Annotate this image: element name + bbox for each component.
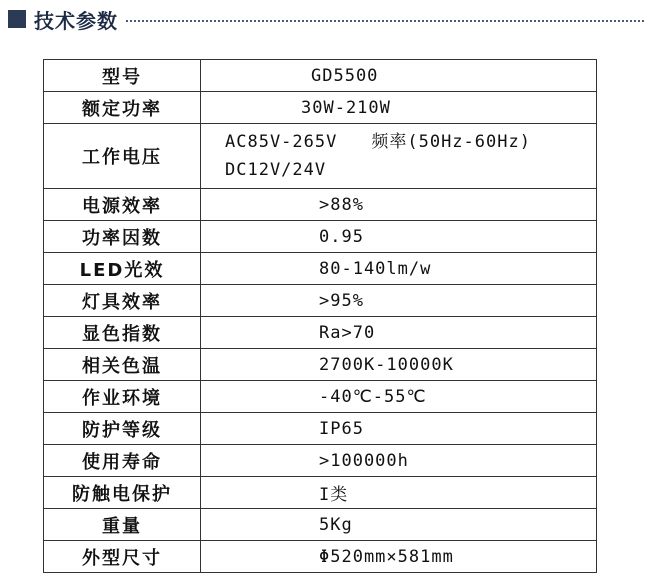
spec-value-lifespan <box>201 445 597 477</box>
spec-value-cct <box>201 349 597 381</box>
spec-value-dimensions <box>201 541 597 573</box>
model-value: GD5500 <box>311 65 379 86</box>
spec-table <box>43 59 597 573</box>
spec-label-power-factor: 功率因数 <box>44 221 201 253</box>
spec-value-fixture-efficiency <box>201 285 597 317</box>
spec-label-weight: 重量 <box>44 509 201 541</box>
table-row <box>44 124 597 189</box>
spec-value-rated-power <box>201 92 597 124</box>
table-row <box>44 285 597 317</box>
table-row <box>44 60 597 92</box>
cri-value: Ra>70 <box>319 322 376 343</box>
spec-label-cri: 显色指数 <box>44 317 201 349</box>
spec-value-led-efficacy <box>201 253 597 285</box>
fixture-efficiency-value: >95% <box>319 290 364 311</box>
table-row <box>44 477 597 509</box>
voltage-ac: AC85V-265V <box>225 132 338 152</box>
spec-value-shock-protection <box>201 477 597 509</box>
shock-protection-value: I类 <box>319 485 349 505</box>
psu-efficiency-value: >88% <box>319 194 364 215</box>
spec-value-power-factor <box>201 221 597 253</box>
rated-power-value: 30W-210W <box>301 97 391 118</box>
table-row <box>44 189 597 221</box>
lifespan-value: >100000h <box>319 450 409 471</box>
spec-label-fixture-efficiency: 灯具效率 <box>44 285 201 317</box>
operating-env-value: -40℃-55℃ <box>319 386 427 407</box>
spec-value-ip-rating <box>201 413 597 445</box>
weight-value: 5Kg <box>319 514 353 535</box>
spec-value-cri <box>201 317 597 349</box>
section-title: 技术参数 <box>34 8 118 33</box>
voltage-line-1 <box>203 128 596 156</box>
dotted-divider <box>126 20 644 22</box>
voltage-line-2: DC12V/24V <box>225 160 327 180</box>
ip-rating-value: IP65 <box>319 418 364 439</box>
cct-value: 2700K-10000K <box>319 354 454 375</box>
spec-label-cct: 相关色温 <box>44 349 201 381</box>
table-row <box>44 381 597 413</box>
table-row <box>44 445 597 477</box>
spec-value-psu-efficiency <box>201 189 597 221</box>
spec-label-model: 型号 <box>44 60 201 92</box>
table-row <box>44 541 597 573</box>
spec-value-voltage <box>201 124 597 189</box>
section-header <box>8 6 644 32</box>
table-row <box>44 317 597 349</box>
spec-label-lifespan: 使用寿命 <box>44 445 201 477</box>
spec-value-operating-env <box>201 381 597 413</box>
table-row <box>44 253 597 285</box>
table-row <box>44 509 597 541</box>
spec-label-psu-efficiency: 电源效率 <box>44 189 201 221</box>
voltage-frequency: 频率(50Hz-60Hz) <box>371 132 531 152</box>
table-row <box>44 92 597 124</box>
dimensions-value: Φ520mm×581mm <box>319 546 454 567</box>
power-factor-value: 0.95 <box>319 226 364 247</box>
spec-label-led-efficacy: LED光效 <box>44 253 201 285</box>
square-bullet-icon <box>8 10 26 28</box>
spec-value-model <box>201 60 597 92</box>
table-row <box>44 221 597 253</box>
spec-label-operating-env: 作业环境 <box>44 381 201 413</box>
led-efficacy-value: 80-140lm/w <box>319 258 432 279</box>
spec-value-weight <box>201 509 597 541</box>
table-row <box>44 349 597 381</box>
table-row <box>44 413 597 445</box>
spec-label-rated-power: 额定功率 <box>44 92 201 124</box>
spec-label-ip-rating: 防护等级 <box>44 413 201 445</box>
spec-label-dimensions: 外型尺寸 <box>44 541 201 573</box>
spec-label-shock-protection: 防触电保护 <box>44 477 201 509</box>
spec-label-voltage: 工作电压 <box>44 124 201 189</box>
